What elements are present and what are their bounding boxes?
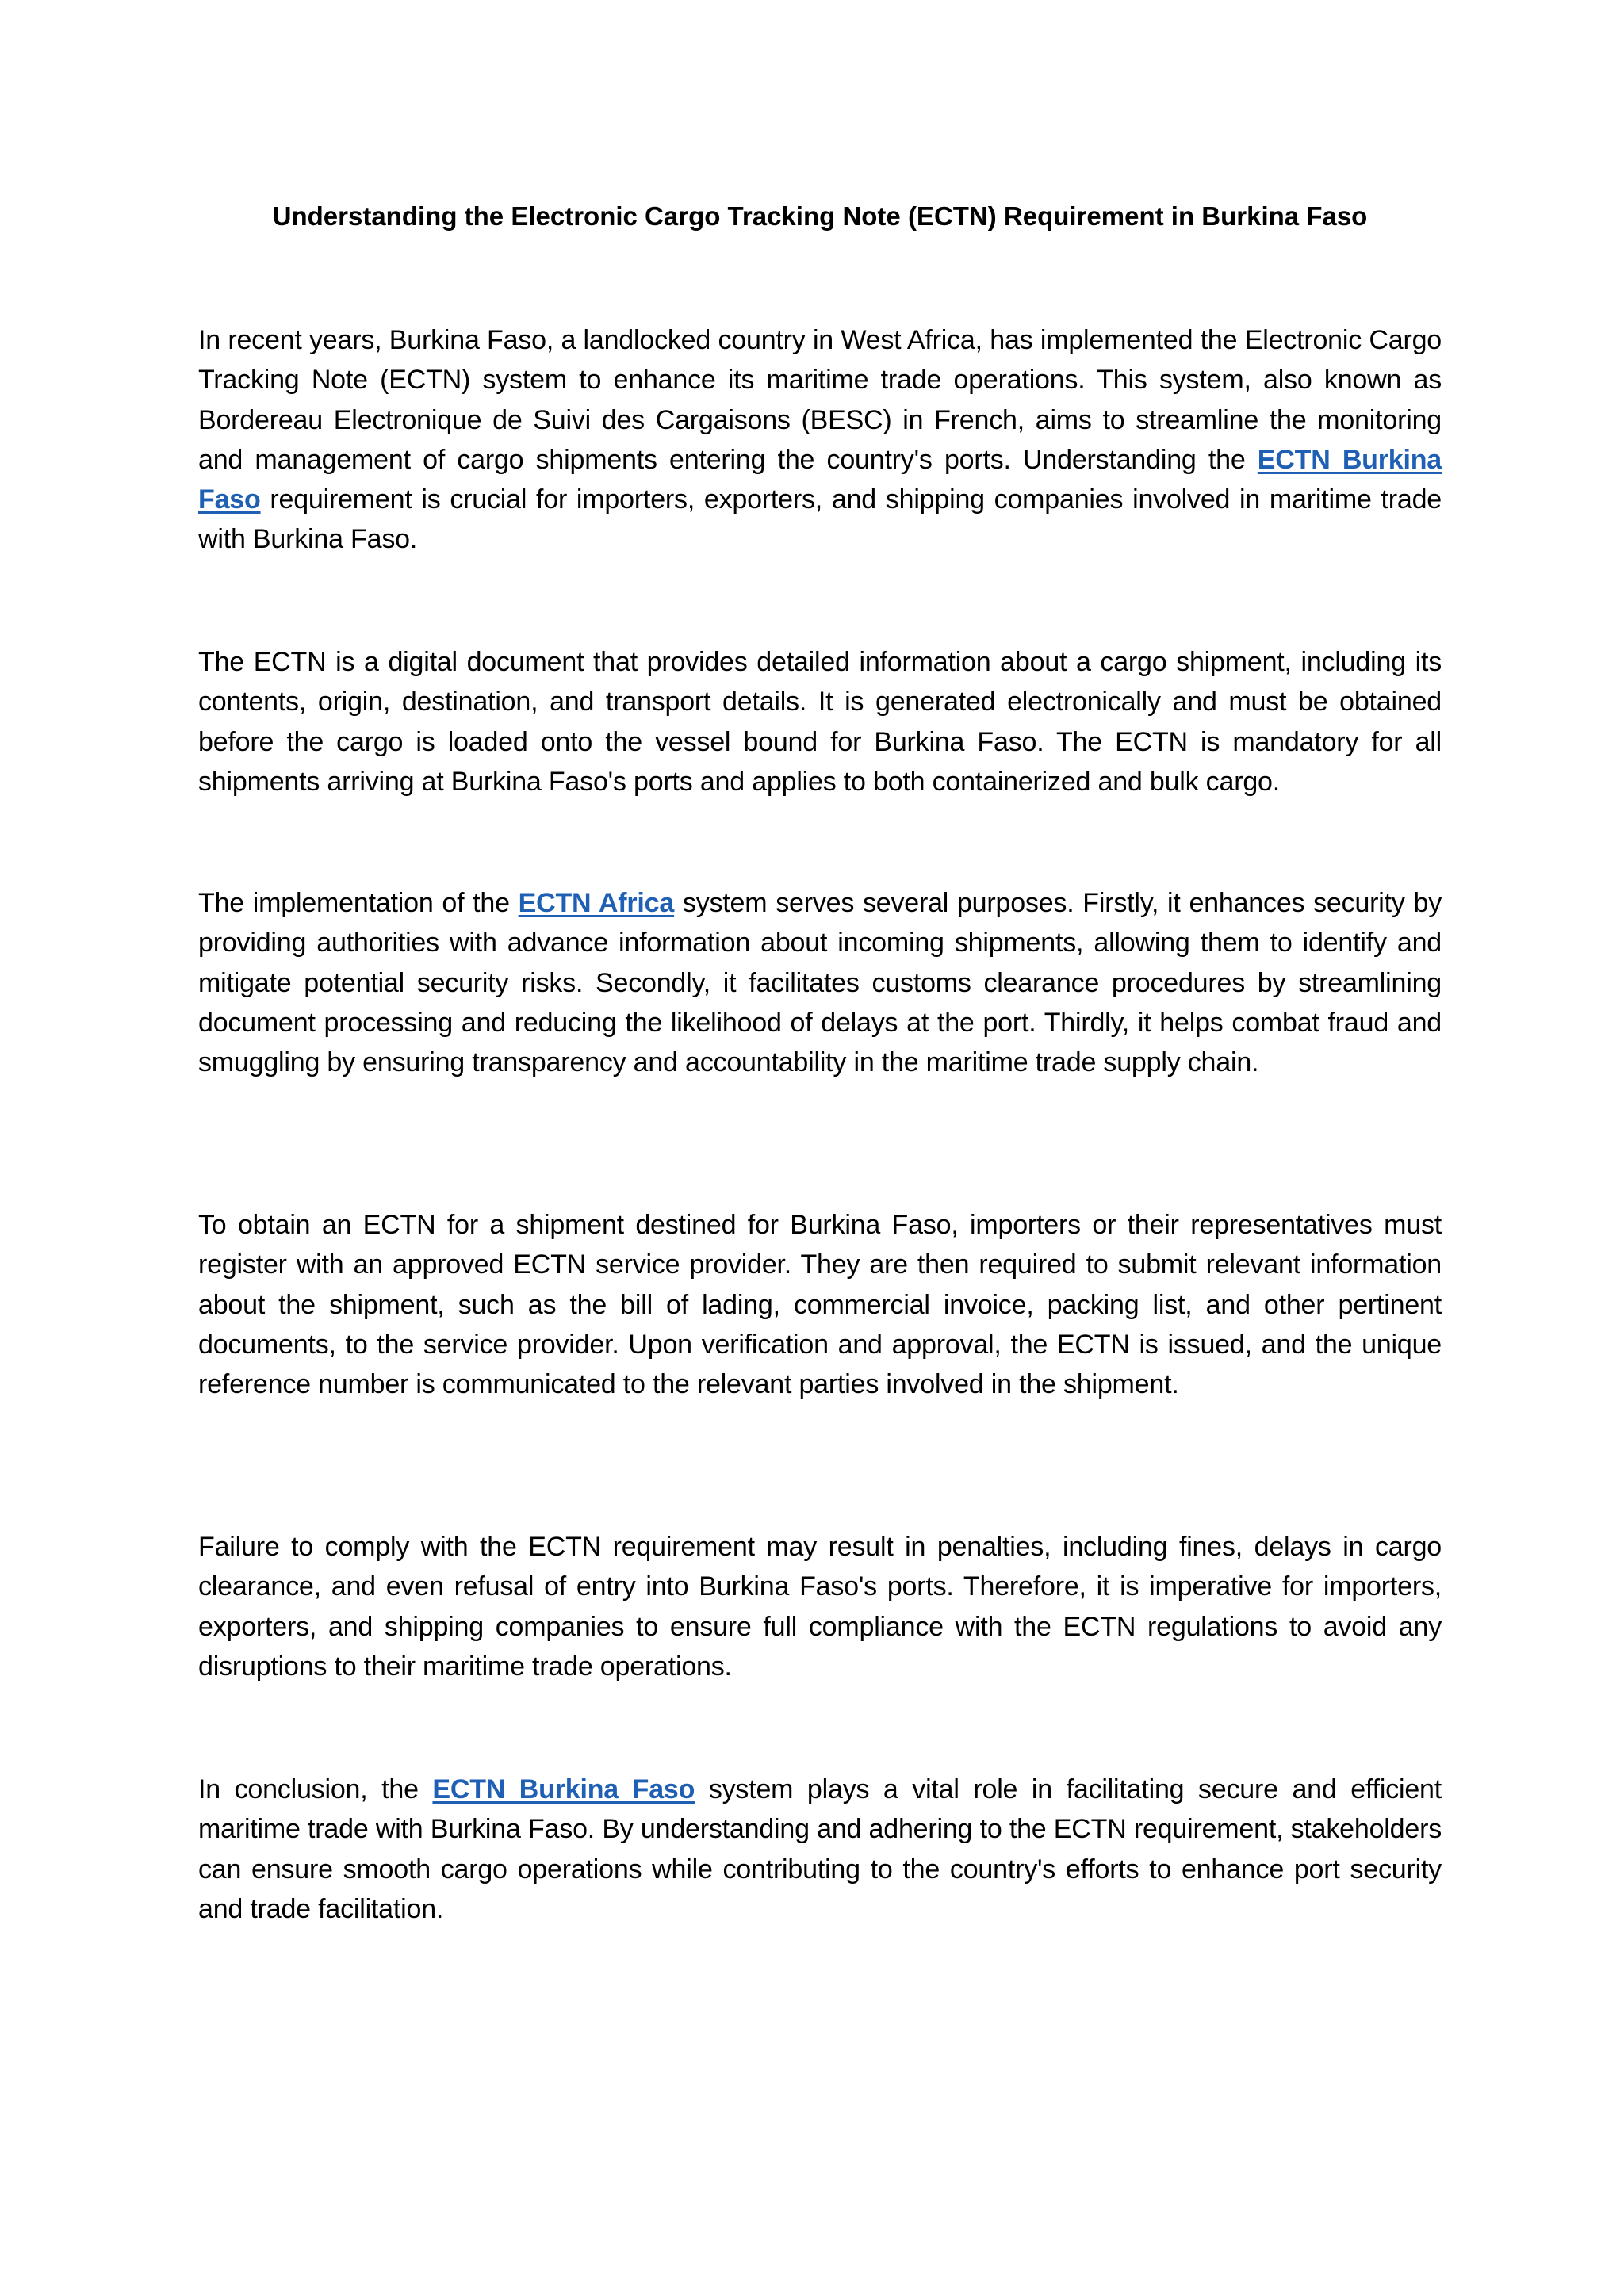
paragraph-definition: The ECTN is a digital document that provides detailed information about a cargo shipment, including its contents, origin, destination, and transport details. It is generated electronically and must be obtained before the cargo is loaded onto the vessel bound for Burkina Faso. The ECTN is mandatory for all shipments arriving at Burkina Faso's ports and applies to both containerized and bulk cargo. [198,647,1442,797]
paragraph-text: requirement is crucial for importers, exporters, and shipping companies involved in maritime trade with Burkina Faso. [198,484,1442,555]
paragraph-procedure: To obtain an ECTN for a shipment destined for Burkina Faso, importers or their representatives must register with an approved ECTN service provider. They are then required to submit relevant information about the shipment, such as the bill of lading, commercial invoice, packing list, and other pertinent documents, to the service provider. Upon verification and approval, the ECTN is issued, and the unique reference number is communicated to the relevant parties involved in the shipment. [198,1210,1442,1400]
ectn-burkina-faso-link[interactable]: ECTN Burkina Faso [198,444,1442,515]
paragraph-text: system serves several purposes. Firstly, it enhances security by providing authorities with advance information about incoming shipments, allowing them to identify and mitigate potential security risks. Secondly, it facilitates customs clearance procedures by streamlining document processing and reducing the likelihood of delays at the port. Thirdly, it helps combat fraud and smuggling by ensuring transparency and accountability in the maritime trade supply chain. [198,888,1442,1078]
document-title: Understanding the Electronic Cargo Tracking Note (ECTN) Requirement in Burkina Faso [272,201,1368,231]
paragraph-purposes [198,883,1442,1082]
paragraph-conclusion [198,1770,1442,1929]
paragraph-penalties: Failure to comply with the ECTN requirement may result in penalties, including fines, delays in cargo clearance, and even refusal of entry into Burkina Faso's ports. Therefore, it is imperative for importers, exporters, and shipping companies to ensure full compliance with the ECTN regulations to avoid any disruptions to their maritime trade operations. [198,1532,1442,1682]
ectn-burkina-faso-link[interactable]: ECTN Burkina Faso [432,1774,695,1804]
paragraph-text: In recent years, Burkina Faso, a landlocked country in West Africa, has implemented the Electronic Cargo Tracking Note (ECTN) system to enhance its maritime trade operations. This system, also known as Bordereau Electronique de Suivi des Cargaisons (BESC) in French, aims to streamline the monitoring and management of cargo shipments entering the country's ports. Understanding the [198,325,1442,475]
paragraph-text: In conclusion, the [198,1774,433,1804]
paragraph-intro [198,320,1442,560]
ectn-africa-link[interactable]: ECTN Africa [518,888,675,918]
paragraph-text: The implementation of the [198,888,519,918]
paragraph-text: system plays a vital role in facilitating secure and efficient maritime trade with Burkina Faso. By understanding and adhering to the ECTN requirement, stakeholders can ensure smooth cargo operations while contributing to the country's efforts to enhance port security and trade facilitation. [198,1774,1442,1924]
